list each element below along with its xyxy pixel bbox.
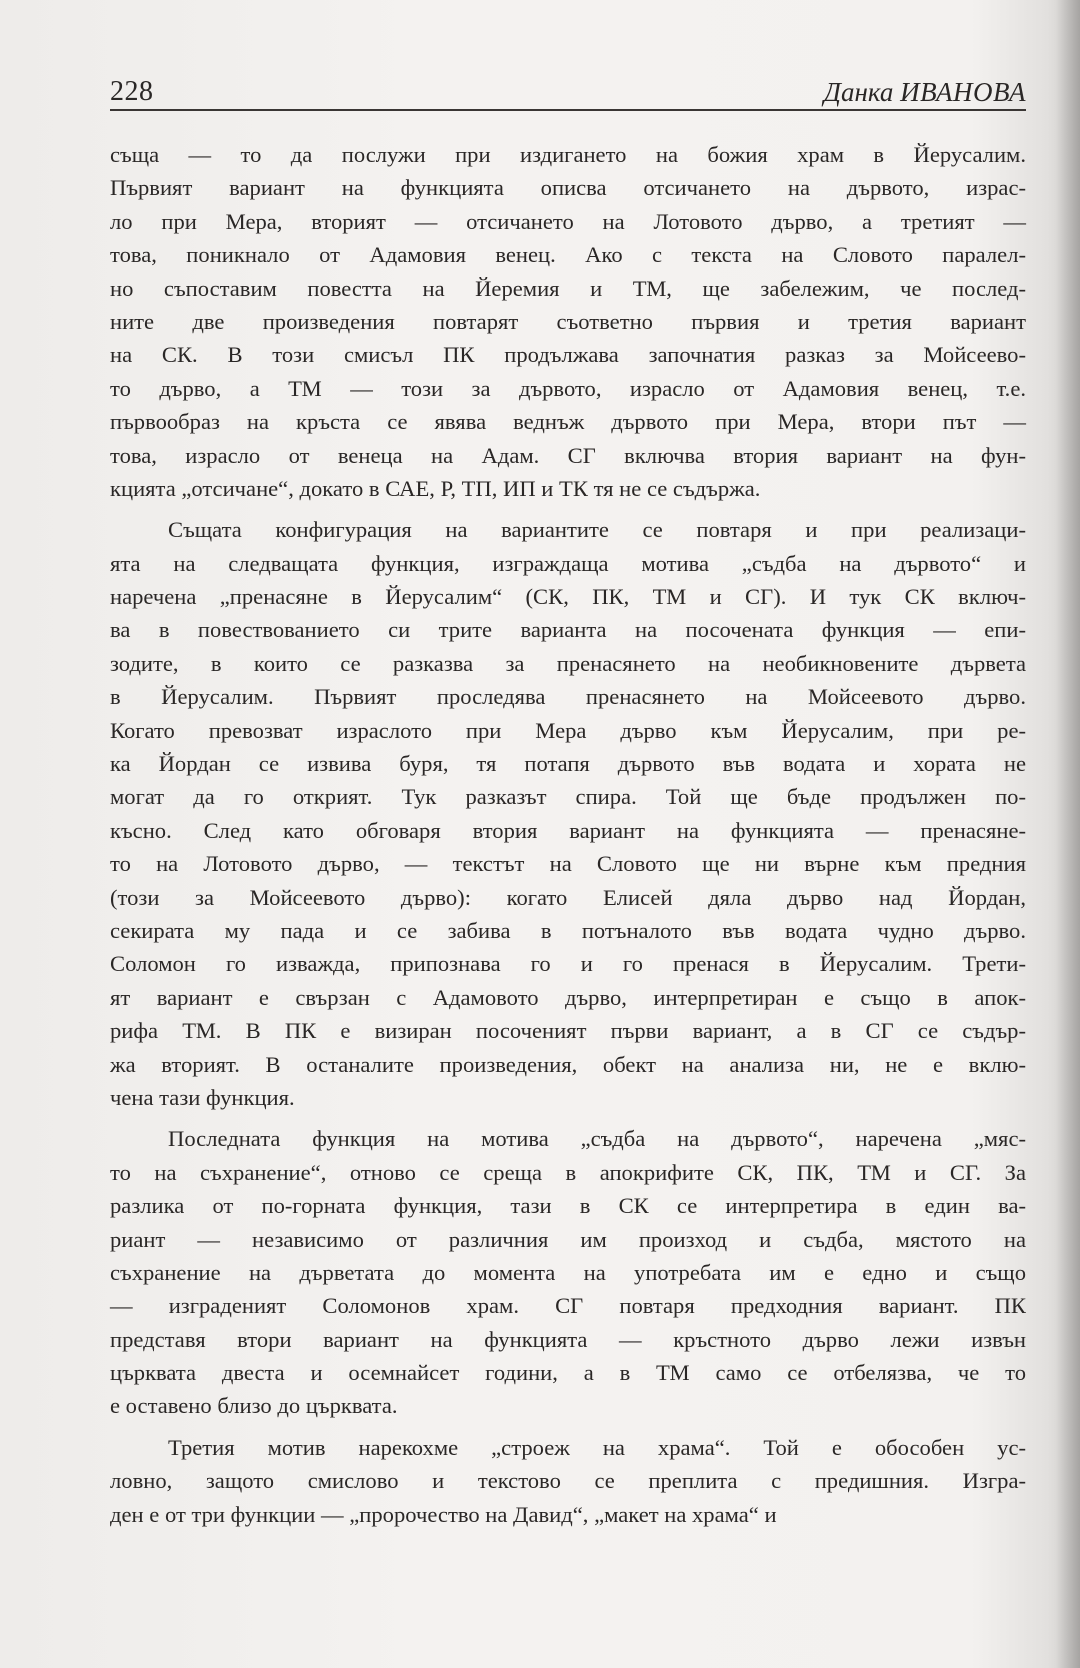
text-line: представя втори вариант на функцията — кръстното дърво лежи извън: [110, 1326, 1026, 1352]
running-header: [110, 76, 1026, 112]
text-line: наречена „пренасяне в Йерусалим“ (СК, ПК, ТМ и СГ). И тук СК включ-: [110, 584, 1026, 610]
text-line: Соломон го изважда, припознава го и го пренася в Йерусалим. Трети-: [110, 951, 1026, 977]
paragraph: [110, 513, 1026, 1114]
text-line: рифа ТМ. В ПК е визиран посоченият първи вариант, а в СГ се съдър-: [110, 1018, 1026, 1044]
header-rule: [110, 109, 1026, 111]
paragraph: [110, 1431, 1026, 1531]
text-line: ят вариант е свързан с Адамовото дърво, интерпретиран е също в апок-: [110, 984, 1026, 1010]
text-line: на СК. В този смисъл ПК продължава започнатия разказ за Мойсеево-: [110, 342, 1026, 368]
text-line: това, израсло от венеца на Адам. СГ включва втория вариант на фун-: [110, 442, 1026, 468]
body-text: [110, 138, 1026, 1539]
page-edge-shadow: [1056, 0, 1080, 1668]
text-line: Третия мотив нарекохме „строеж на храма“. Той е обособен ус-: [168, 1434, 1026, 1460]
text-line: Първият вариант на функцията описва отсичането на дървото, израс-: [110, 175, 1026, 201]
text-line: то на Лотовото дърво, — текстът на Словото ще ни върне към предния: [110, 851, 1026, 877]
paragraph: [110, 138, 1026, 505]
text-line: ва в повествованието си трите варианта на посочената функция — епи-: [110, 617, 1026, 643]
text-line: ка Йордан се извива буря, тя потапя дървото във водата и хората не: [110, 751, 1026, 777]
text-line: могат да го открият. Тук разказът спира. Той ще бъде продължен по-: [110, 784, 1026, 810]
text-line: църквата двеста и осемнайсет години, а в ТМ само се отбелязва, че то: [110, 1360, 1026, 1386]
text-line: късно. След като обговаря втория вариант на функцията — пренасяне-: [110, 817, 1026, 843]
text-line: ловно, защото смислово и текстово се преплита с предишния. Изгра-: [110, 1468, 1026, 1494]
paragraph: [110, 1122, 1026, 1423]
text-line: кцията „отсичане“, докато в САЕ, Р, ТП, ИП и ТК тя не се съдържа.: [110, 475, 761, 501]
text-line: първообраз на кръста се явява веднъж дървото при Мера, втори път —: [110, 409, 1026, 435]
text-line: жа вторият. В останалите произведения, обект на анализа ни, не е вклю-: [110, 1051, 1026, 1077]
text-line: разлика от по-горната функция, тази в СК се интерпретира в един ва-: [110, 1193, 1026, 1219]
text-line: секирата му пада и се забива в потъналото във водата чудно дърво.: [110, 917, 1026, 943]
page-number: 228: [110, 76, 154, 107]
text-line: Същата конфигурация на вариантите се повтаря и при реализаци-: [168, 517, 1026, 543]
author-last-name: ИВАНОВА: [900, 77, 1026, 107]
text-line: чена тази функция.: [110, 1084, 295, 1110]
text-line: зодите, в които се разказва за пренасянето на необикновените дървета: [110, 650, 1026, 676]
text-line: риант — независимо от различния им произход и съдба, мястото на: [110, 1226, 1026, 1252]
text-line: ло при Мера, вторият — отсичането на Лотовото дърво, а третият —: [110, 208, 1026, 234]
running-head-author: [824, 76, 1026, 108]
text-line: това, поникнало от Адамовия венец. Ако с текста на Словото паралел-: [110, 242, 1026, 268]
text-line: Последната функция на мотива „съдба на дървото“, наречена „мяс-: [168, 1126, 1026, 1152]
text-line: но съпоставим повестта на Йеремия и ТМ, ще забележим, че послед-: [110, 275, 1026, 301]
text-line: то дърво, а ТМ — този за дървото, израсло от Адамовия венец, т.е.: [110, 375, 1026, 401]
text-line: ята на следващата функция, изграждаща мотива „съдба на дървото“ и: [110, 550, 1026, 576]
text-line: то на съхранение“, отново се среща в апокрифите СК, ПК, ТМ и СГ. За: [110, 1159, 1026, 1185]
text-line: ден е от три функции — „пророчество на Давид“, „макет на храма“ и: [110, 1501, 777, 1527]
author-first-name: Данка: [823, 77, 894, 107]
text-line: същa — то да послужи при издигането на божия храм в Йерусалим.: [110, 142, 1026, 167]
text-line: съхранение на дърветата до момента на употребата им е едно и също: [110, 1259, 1026, 1285]
text-line: (този за Мойсеевото дърво): когато Елисей дяла дърво над Йордан,: [110, 884, 1026, 910]
text-line: ните две произведения повтарят съответно първия и третия вариант: [110, 308, 1026, 334]
text-line: е оставено близо до църквата.: [110, 1393, 398, 1419]
text-line: — изграденият Соломонов храм. СГ повтаря предходния вариант. ПК: [110, 1293, 1026, 1319]
text-line: Когато превозват израслото при Мера дърво към Йерусалим, при ре-: [110, 717, 1026, 743]
text-line: в Йерусалим. Първият проследява пренасянето на Мойсеевото дърво.: [110, 684, 1026, 710]
